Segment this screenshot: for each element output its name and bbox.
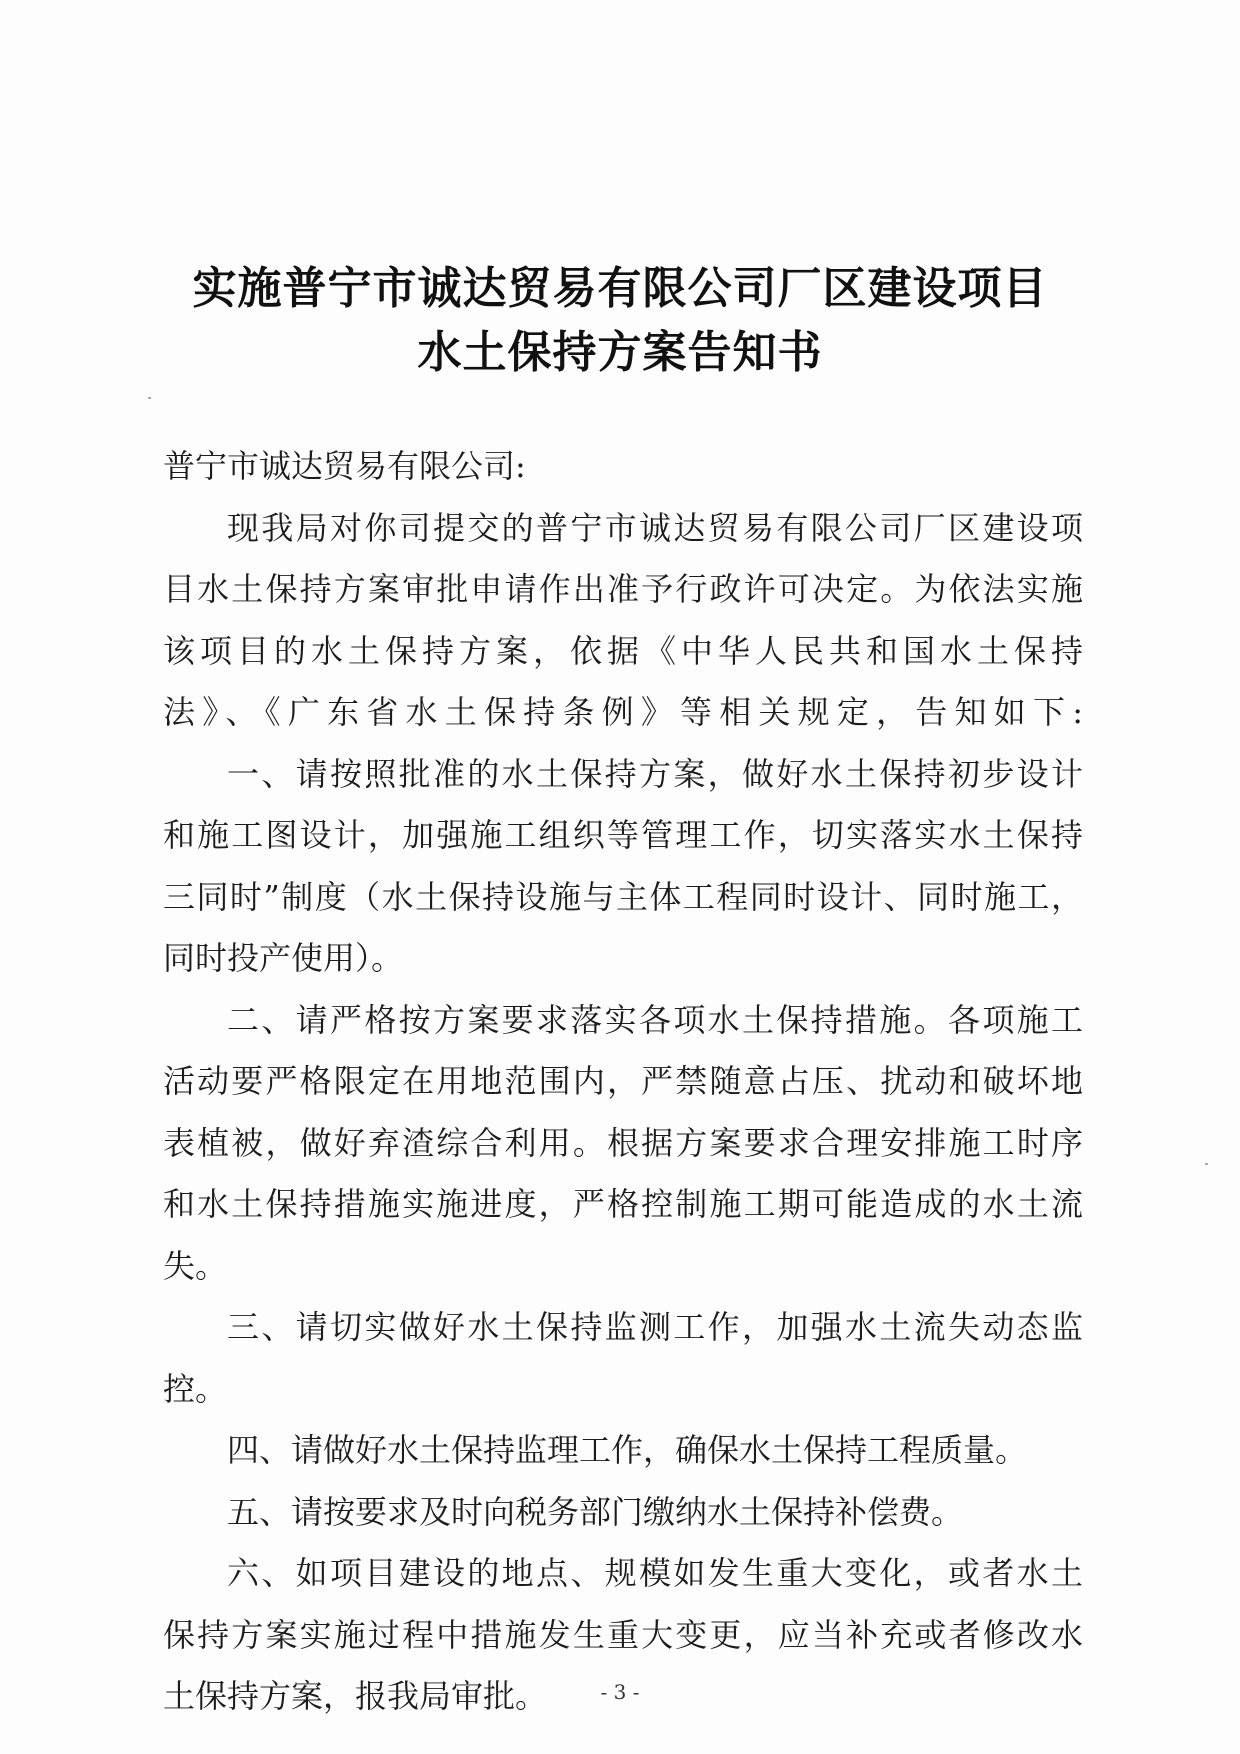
paragraph-line: 同时投产使用）。 (163, 939, 404, 977)
paragraph-line: 保持方案实施过程中措施发生重大变更，应当补充或者修改水 (163, 1615, 1083, 1654)
paragraph-line: 三、请切实做好水土保持监测工作，加强水土流失动态监 (227, 1308, 1083, 1346)
document-title-line-1: 实施普宁市诚达贸易有限公司厂区建设项目 (192, 263, 1048, 314)
paragraph-line: 二、请严格按方案要求落实各项水土保持措施。各项施工 (227, 1000, 1083, 1039)
paragraph-line: 和水土保持措施实施进度，严格控制施工期可能造成的水土流 (163, 1185, 1083, 1223)
paragraph-line: 六、如项目建设的地点、规模如发生重大变化，或者水土 (227, 1554, 1083, 1592)
salutation: 普宁市诚达贸易有限公司: (163, 447, 526, 485)
scan-speck (1205, 1163, 1208, 1165)
paragraph-line: 和施工图设计，加强施工组织等管理工作，切实落实水土保持 (163, 816, 1083, 854)
paragraph-line: 现我局对你司提交的普宁市诚达贸易有限公司厂区建设项 (227, 508, 1083, 547)
paragraph-line: 失。 (163, 1246, 228, 1285)
paragraph-line: 表植被，做好弃渣综合利用。根据方案要求合理安排施工时序 (163, 1123, 1083, 1162)
paragraph-line: 目水土保持方案审批申请作出准予行政许可决定。为依法实施 (163, 570, 1083, 608)
page-number: - 3 - (600, 1680, 640, 1704)
paragraph-line: 该项目的水土保持方案，依据《中华人民共和国水土保持 (163, 631, 1083, 670)
scan-speck (148, 397, 151, 399)
paragraph-line: 土保持方案，报我局审批。 (163, 1677, 548, 1715)
paragraph-line: 控。 (163, 1369, 228, 1408)
document-body (163, 436, 1083, 1728)
paragraph-line: 四、请做好水土保持监理工作，确保水土保持工程质量。 (227, 1431, 1028, 1469)
document-title-line-2: 水土保持方案告知书 (417, 327, 823, 378)
paragraph-line: 三同时”制度（水土保持设施与主体工程同时设计、同时施工， (163, 877, 1083, 916)
paragraph-line: 法》、《广东省水土保持条例》等相关规定，告知如下: (163, 693, 1083, 731)
paragraph-line: 活动要严格限定在用地范围内，严禁随意占压、扰动和破坏地 (163, 1062, 1083, 1100)
paragraph-line: 五、请按要求及时向税务部门缴纳水土保持补偿费。 (227, 1492, 964, 1531)
paragraph-line: 一、请按照批准的水土保持方案，做好水土保持初步设计 (227, 754, 1083, 793)
